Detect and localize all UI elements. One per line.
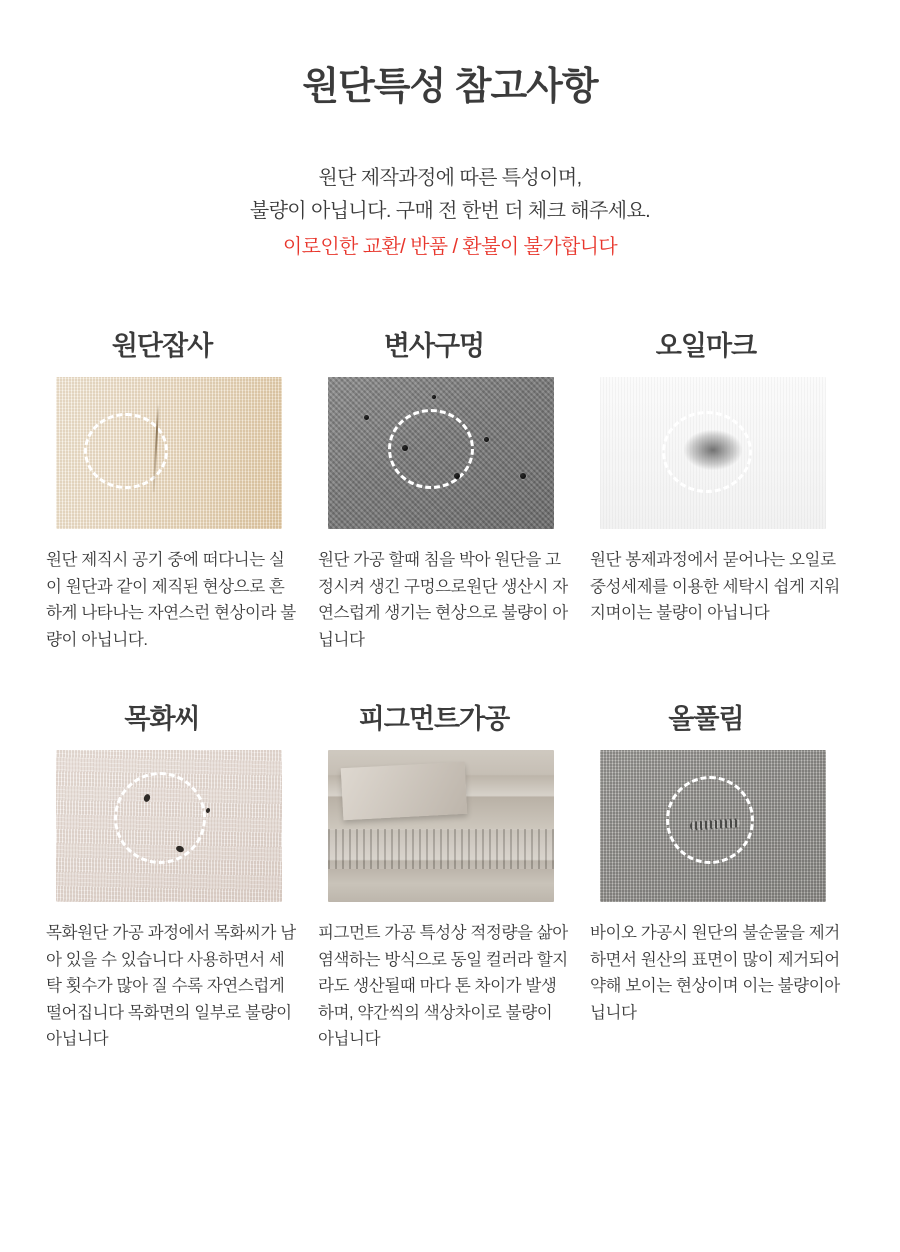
hole-dot <box>454 473 460 479</box>
card-caption: 목화원단 가공 과정에서 목화씨가 남아 있을 수 있습니다 사용하면서 세탁 횟수가 많아 질 수록 자연스럽게 떨어집니다 목화면의 일부로 불량이 아닙니다 <box>46 924 296 1048</box>
card-caption: 피그먼트 가공 특성상 적정량을 삶아 염색하는 방식으로 동일 컬러라 할지라도 생산될때 마다 톤 차이가 발생하며, 약간씩의 색상차이로 불량이 아닙니다 <box>317 924 568 1048</box>
characteristic-card <box>314 324 586 653</box>
card-caption: 원단 제직시 공기 중에 떠다니는 실이 원단과 같이 제직된 현상으로 흔하게 나타나는 자연스런 현상이라 불량이 아닙니다. <box>46 551 296 649</box>
intro-line-1: 원단 제작과정에 따른 특성이며, <box>318 167 582 189</box>
card-title: 오일마크 <box>655 331 757 361</box>
characteristic-card <box>42 324 314 653</box>
cotton-seed-photo <box>56 750 282 902</box>
pigment-processing-photo <box>328 750 554 902</box>
cotton-seed-speck <box>205 807 210 813</box>
card-title: 목화씨 <box>124 704 200 734</box>
highlight-circle-icon <box>662 411 752 493</box>
intro-block <box>0 162 900 264</box>
card-caption: 원단 가공 할때 침을 박아 원단을 고정시켜 생긴 구멍으로원단 생산시 자연스럽게 생기는 현상으로 불량이 아닙니다 <box>317 551 568 649</box>
highlight-circle-icon <box>388 409 474 489</box>
card-title: 피그먼트가공 <box>358 704 510 734</box>
hole-dot <box>402 445 408 451</box>
card-title: 원단잡사 <box>111 331 213 361</box>
fabric-stray-thread-photo <box>56 377 282 529</box>
characteristics-grid <box>0 324 900 1053</box>
oil-mark-photo <box>600 377 826 529</box>
highlight-circle-icon <box>114 772 206 864</box>
hole-dot <box>520 473 526 479</box>
card-title: 변사구멍 <box>383 331 485 361</box>
fray-photo <box>600 750 826 902</box>
hole-dot <box>364 415 369 420</box>
intro-line-2: 불량이 아닙니다. 구매 전 한번 더 체크 해주세요. <box>249 200 651 222</box>
page-title: 원단특성 참고사항 <box>302 66 598 108</box>
highlight-circle-icon <box>666 776 754 864</box>
characteristic-card <box>586 324 858 653</box>
card-caption: 원단 봉제과정에서 묻어나는 오일로 중성세제를 이용한 세탁시 쉽게 지워지며이는 불량이 아닙니다 <box>589 551 840 622</box>
needle-hole-photo <box>328 377 554 529</box>
fabric-characteristics-page <box>0 55 900 1252</box>
characteristic-card <box>42 697 314 1053</box>
characteristic-card <box>314 697 586 1053</box>
card-caption: 바이오 가공시 원단의 불순물을 제거하면서 원산의 표면이 많이 제거되어 약해 보이는 현상이며 이는 불량이아닙니다 <box>589 924 840 1022</box>
hole-dot <box>484 437 489 442</box>
refund-warning-text: 이로인한 교환/ 반품 / 환불이 불가합니다 <box>282 236 618 258</box>
highlight-circle-icon <box>84 413 168 489</box>
hole-dot <box>432 395 436 399</box>
characteristic-card <box>586 697 858 1053</box>
card-title: 올풀림 <box>668 704 744 734</box>
